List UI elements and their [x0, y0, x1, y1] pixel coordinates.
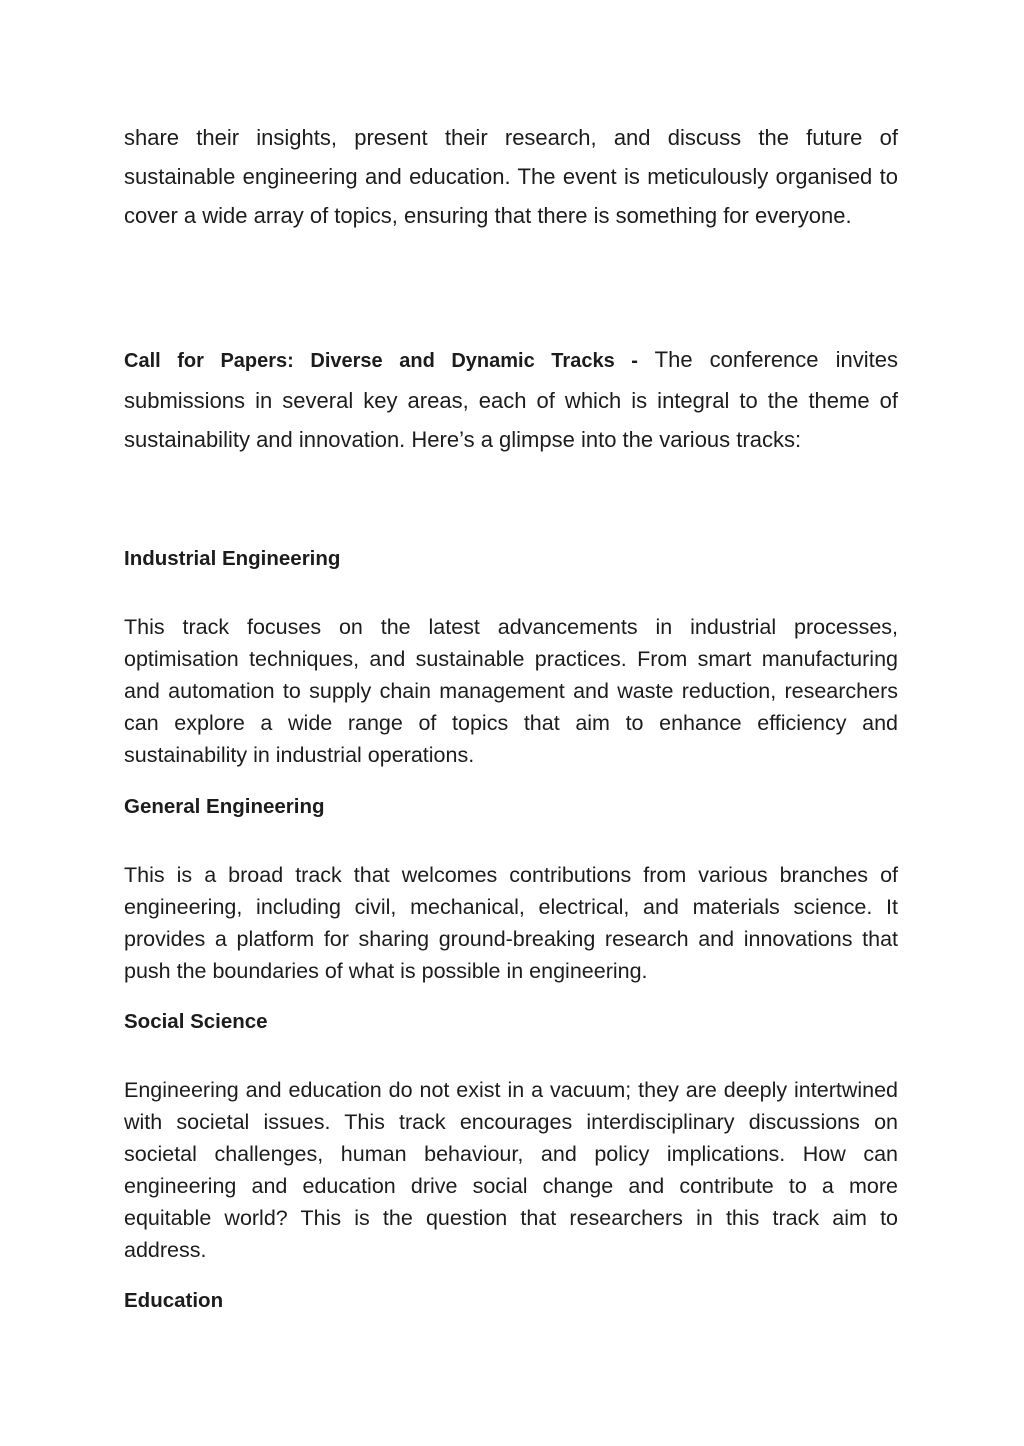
intro-paragraph: share their insights, present their research, and discuss the future of sustainable engineering and education. The event is meticulously organised to cover a wide array of topics, ensuring that there is something for everyone. [124, 125, 898, 228]
track-heading-general-engineering: General Engineering [124, 795, 325, 818]
call-for-papers-lead: Call for Papers: Diverse and Dynamic Tracks - [124, 350, 638, 372]
track-description-general-engineering: This is a broad track that welcomes contributions from various branches of engineering, including civil, mechanical, electrical, and materials science. It provides a platform for sharing ground-breaking research and innovations that push the boundaries of what is possible in engineering. [124, 863, 898, 983]
track-description-industrial-engineering: This track focuses on the latest advancements in industrial processes, optimisation techniques, and sustainable practices. From smart manufacturing and automation to supply chain management and waste reduction, researchers can explore a wide range of topics that aim to enhance efficiency and sustainability in industrial operations. [124, 615, 898, 767]
call-for-papers-text: The conference invites submissions in several key areas, each of which is integral to the theme of sustainability and innovation. Here’s a glimpse into the various tracks: [124, 347, 899, 452]
call-for-papers-paragraph [124, 340, 898, 459]
track-description-social-science: Engineering and education do not exist in a vacuum; they are deeply intertwined with societal issues. This track encourages interdisciplinary discussions on societal challenges, human behaviour, and policy implications. How can engineering and education drive social change and contribute to a more equitable world? This is the question that researchers in this track aim to address. [124, 1078, 898, 1262]
track-heading-social-science: Social Science [124, 1010, 268, 1033]
track-heading-industrial-engineering: Industrial Engineering [124, 547, 341, 570]
track-heading-education: Education [124, 1289, 224, 1312]
